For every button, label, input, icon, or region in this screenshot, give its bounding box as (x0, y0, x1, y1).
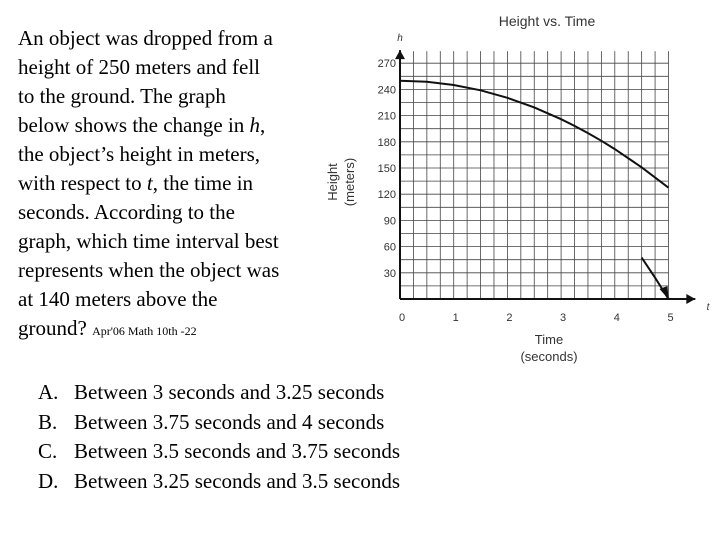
question-line: graph, which time interval best (18, 229, 279, 253)
y-tick-label: 240 (377, 84, 396, 97)
variable-t: t (146, 171, 153, 195)
question-fragment: , the time in (152, 171, 254, 195)
question-line: to the ground. The graph (18, 84, 226, 108)
y-axis-label-line2: (meters) (342, 157, 357, 207)
x-axis-variable: t (706, 302, 710, 313)
height-vs-time-chart (320, 0, 720, 370)
y-axis-arrow (395, 50, 405, 59)
chart-title: Height vs. Time (498, 13, 596, 29)
x-tick-label: 1 (452, 312, 459, 324)
question-text (18, 24, 323, 346)
choice-d[interactable] (38, 467, 400, 497)
question-line: represents when the object was (18, 258, 280, 282)
question-line (18, 169, 323, 198)
x-tick-label: 4 (613, 312, 620, 324)
question-fragment: below shows the change in (18, 113, 250, 137)
y-tick-label: 270 (377, 58, 396, 71)
x-axis-arrow (686, 294, 695, 304)
choice-letter: D. (38, 468, 59, 493)
y-tick-label: 30 (383, 267, 396, 280)
x-tick-label: 3 (560, 312, 567, 324)
y-axis-variable: h (397, 33, 403, 44)
y-tick-label: 180 (377, 136, 396, 149)
question-line (18, 111, 323, 140)
x-axis-label-line2: (seconds) (520, 349, 578, 364)
x-tick-label: 2 (506, 312, 513, 324)
source-citation: Apr'06 Math 10th -22 (92, 324, 197, 338)
y-tick-label: 150 (377, 163, 396, 176)
x-axis-label-line1: Time (534, 332, 564, 347)
question-line (18, 314, 323, 346)
y-tick-label: 210 (377, 110, 396, 123)
choice-text: Between 3.75 seconds and 4 seconds (74, 409, 385, 434)
choice-b[interactable] (38, 408, 400, 438)
choice-a[interactable] (38, 378, 400, 408)
question-fragment: , (260, 113, 266, 137)
question-line: at 140 meters above the (18, 287, 218, 311)
answer-choices (38, 378, 400, 496)
choice-letter: B. (38, 409, 58, 434)
variable-h: h (249, 113, 261, 137)
question-line: height of 250 meters and fell (18, 55, 261, 79)
choice-text: Between 3.5 seconds and 3.75 seconds (74, 439, 401, 463)
choice-letter: C. (38, 439, 58, 463)
question-line: An object was dropped from a (18, 26, 273, 50)
question-fragment: with respect to (18, 171, 147, 195)
x-tick-label: 5 (667, 312, 674, 324)
y-tick-label: 120 (377, 189, 396, 202)
question-line: seconds. According to the (18, 200, 235, 224)
y-tick-label: 90 (383, 215, 396, 228)
y-tick-label: 60 (383, 241, 396, 254)
chart-grid (400, 51, 669, 299)
choice-text: Between 3 seconds and 3.25 seconds (74, 380, 385, 404)
question-line: the object’s height in meters, (18, 142, 261, 166)
choice-text: Between 3.25 seconds and 3.5 seconds (74, 468, 401, 493)
y-axis-label-line1: Height (325, 163, 340, 201)
chart-tick-labels (378, 58, 674, 324)
x-tick-label: 0 (398, 312, 406, 324)
question-fragment: ground? (18, 316, 87, 340)
choice-c[interactable] (38, 437, 400, 467)
choice-letter: A. (38, 380, 59, 404)
